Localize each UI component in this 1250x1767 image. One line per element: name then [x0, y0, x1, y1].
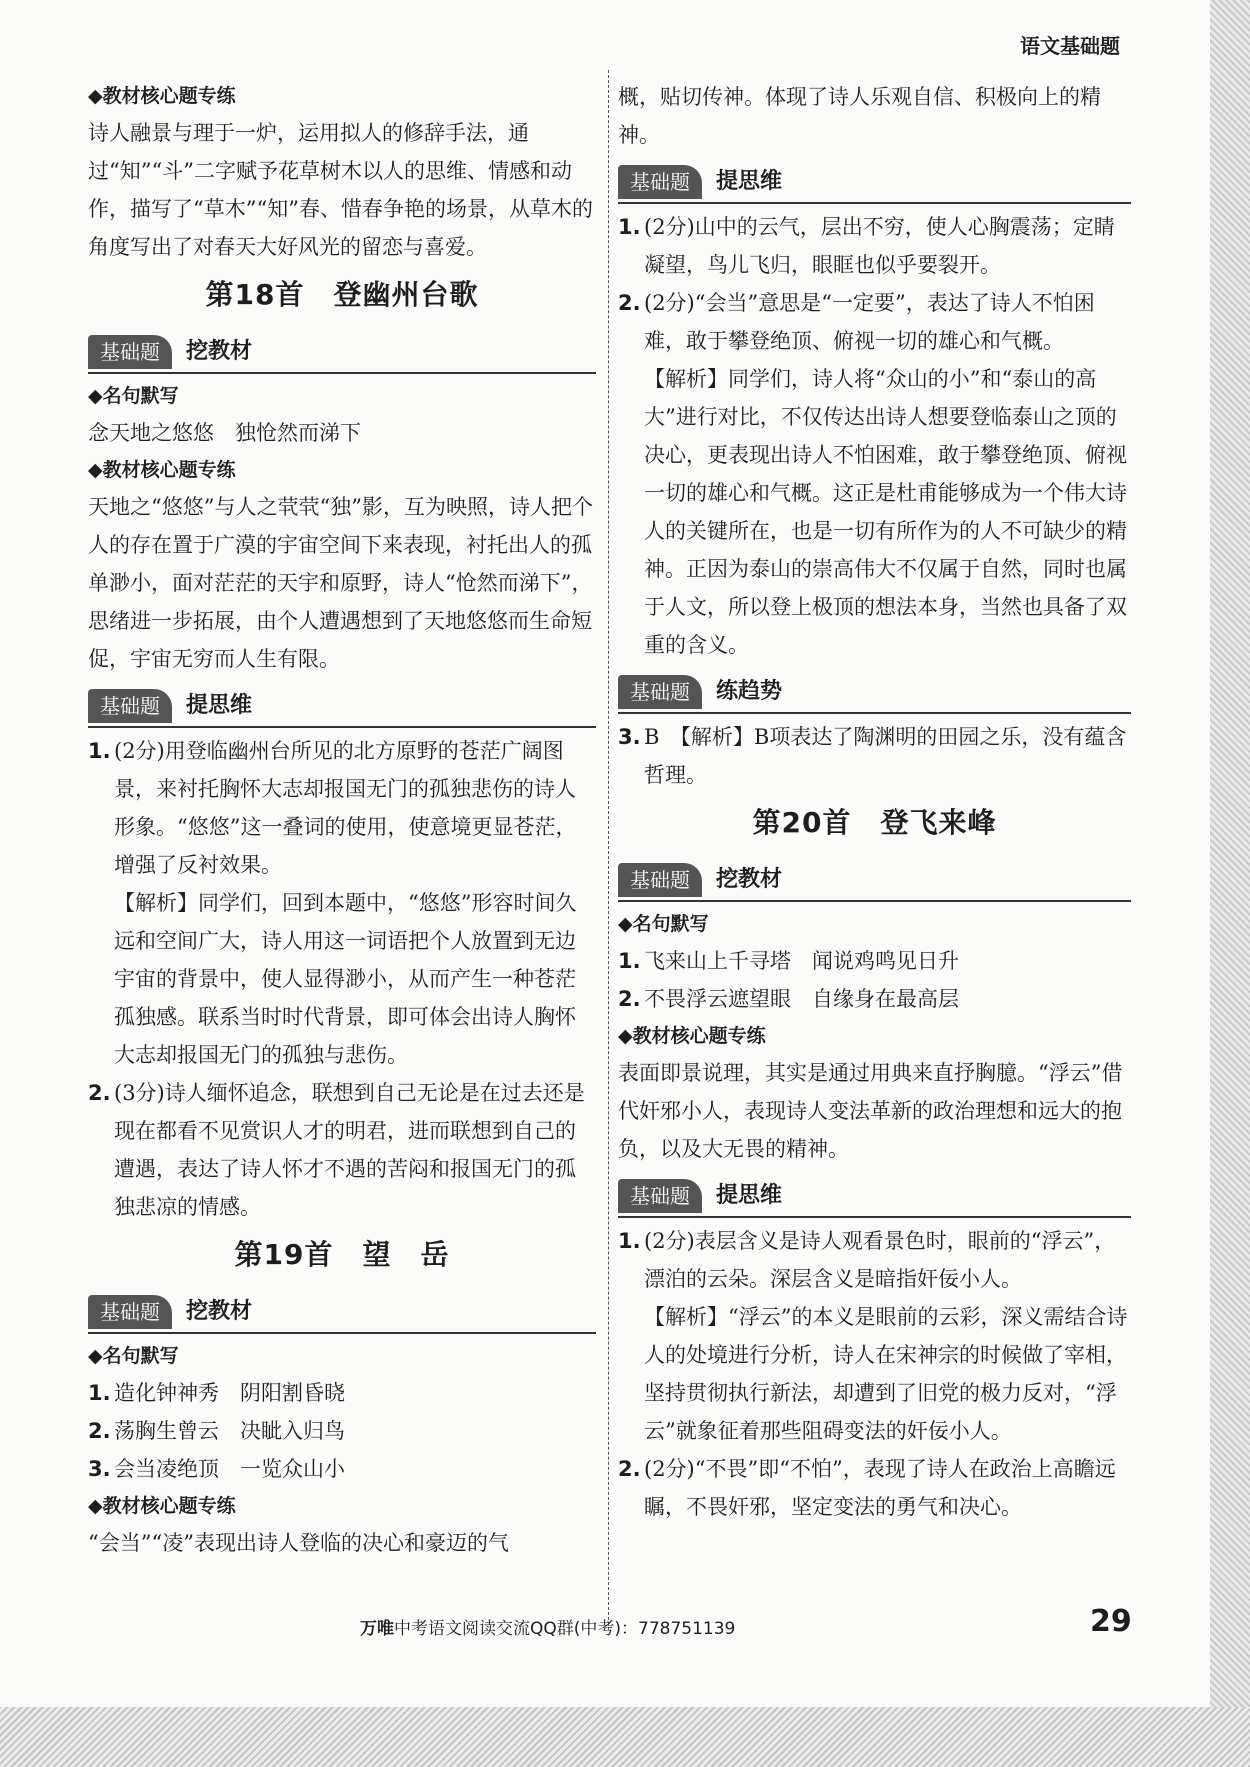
header-title: 语文基础题: [1020, 34, 1120, 58]
question-item: [88, 1074, 596, 1226]
question-number: 3.: [88, 1457, 111, 1481]
section-name: 挖教材: [186, 339, 253, 364]
question-item: [88, 1450, 596, 1488]
question-number: 1.: [618, 215, 641, 239]
question-item: [618, 1222, 1131, 1298]
section-name: 练趋势: [716, 679, 783, 704]
footer-qq-group: 中考语文阅读交流QQ群(中考)：778751139: [394, 1619, 736, 1639]
answer-text: 概，贴切传神。体现了诗人乐观自信、积极向上的精神。: [618, 85, 1101, 147]
answer-text: 会当凌绝顶 一览众山小: [114, 1457, 345, 1481]
answer-text: 天地之“悠悠”与人之茕茕“独”影，互为映照，诗人把个人的存在置于广漠的宇宙空间下来表现，衬托出人的孤单渺小，面对茫茫的天宇和原野，诗人“怆然而涕下”，思绪进一步拓展，由个人遭遇想到了天地悠悠而生命短促，宇宙无穷而人生有限。: [88, 495, 593, 671]
answer-text: 造化钟神秀 阴阳割昏晓: [114, 1381, 345, 1405]
answer-text: (3分)诗人缅怀追念，联想到自己无论是在过去还是现在都看不见赏识人才的明君，进而联想到自己的遭遇，表达了诗人怀才不遇的苦闷和报国无门的孤独悲凉的情感。: [114, 1081, 585, 1219]
section-tag: 基础题: [88, 335, 172, 369]
section-tag: 基础题: [618, 675, 702, 709]
subheading: ◆教材核心题专练: [88, 1495, 236, 1517]
publisher-logo: 万唯: [360, 1619, 394, 1639]
answer-text: (2分)表层含义是诗人观看景色时，眼前的“浮云”，漂泊的云朵。深层含义是暗指奸佞小人。: [644, 1229, 1116, 1291]
answer-text: 飞来山上千寻塔 闻说鸡鸣见日升: [644, 949, 959, 973]
question-number: 2.: [88, 1081, 111, 1105]
question-item: [88, 1374, 596, 1412]
section-name: 提思维: [186, 693, 253, 718]
question-number: 3.: [618, 725, 641, 749]
question-item: [88, 732, 596, 884]
answer-text: (2分)“会当”意思是“一定要”，表达了诗人不怕困难，敢于攀登绝顶、俯视一切的雄心和气概。: [644, 291, 1095, 353]
analysis-text: 【解析】“浮云”的本义是眼前的云彩，深义需结合诗人的处境进行分析，诗人在宋神宗的时候做了宰相，坚持贯彻执行新法，却遭到了旧党的极力反对，“浮云”就象征着那些阻碍变法的奸佞小人。: [644, 1305, 1128, 1443]
question-number: 1.: [88, 739, 111, 763]
section-header: [88, 332, 596, 374]
subheading: ◆教材核心题专练: [88, 85, 236, 107]
answer-text: (2分)山中的云气，层出不穷，使人心胸震荡；定睛凝望，鸟儿飞归，眼眶也似乎要裂开。: [644, 215, 1115, 277]
question-number: 2.: [618, 1457, 641, 1481]
section-name: 挖教材: [186, 1299, 253, 1324]
section-tag: 基础题: [88, 689, 172, 723]
footer: [360, 1614, 735, 1639]
section-name: 提思维: [716, 169, 783, 194]
section-header: [618, 1176, 1131, 1218]
question-item: [618, 718, 1131, 794]
question-number: 1.: [618, 949, 641, 973]
section-name: 提思维: [716, 1183, 783, 1208]
section-tag: 基础题: [618, 1179, 702, 1213]
answer-text: 诗人融景与理于一炉，运用拟人的修辞手法，通过“知”“斗”二字赋予花草树木以人的思维、情感和动作，描写了“草木”“知”春、惜春争艳的场景，从草木的角度写出了对春天大好风光的留恋与喜爱。: [88, 121, 593, 259]
page-edge-right: [1210, 0, 1250, 1767]
question-item: [618, 284, 1131, 360]
subheading: ◆名句默写: [88, 385, 179, 407]
question-number: 2.: [88, 1419, 111, 1443]
answer-text: 表面即景说理，其实是通过用典来直抒胸臆。“浮云”借代奸邪小人，表现诗人变法革新的政治理想和远大的抱负，以及大无畏的精神。: [618, 1061, 1123, 1161]
question-number: 1.: [88, 1381, 111, 1405]
page-number: 29: [1090, 1604, 1132, 1639]
section-tag: 基础题: [618, 165, 702, 199]
subheading: ◆教材核心题专练: [618, 1025, 766, 1047]
section-header: [618, 672, 1131, 714]
page-edge-bottom: [0, 1707, 1250, 1767]
question-item: [618, 942, 1131, 980]
subheading: ◆教材核心题专练: [88, 459, 236, 481]
answer-text: 荡胸生曾云 决眦入归鸟: [114, 1419, 345, 1443]
question-item: [88, 1412, 596, 1450]
subheading: ◆名句默写: [88, 1345, 179, 1367]
section-header: [618, 162, 1131, 204]
analysis-text: 【解析】同学们，回到本题中，“悠悠”形容时间久远和空间广大，诗人用这一词语把个人放置到无边宇宙的背景中，使人显得渺小，从而产生一种苍茫孤独感。联系当时时代背景，即可体会出诗人胸怀大志却报国无门的孤独与悲伤。: [114, 891, 577, 1067]
poem-title: 第19首 望 岳: [234, 1238, 450, 1271]
left-column: [88, 78, 596, 1562]
question-item: [618, 208, 1131, 284]
question-number: 2.: [618, 291, 641, 315]
answer-text: (2分)用登临幽州台所见的北方原野的苍茫广阔图景，来衬托胸怀大志却报国无门的孤独悲伤的诗人形象。“悠悠”这一叠词的使用，使意境更显苍茫，增强了反衬效果。: [114, 739, 577, 877]
question-item: [618, 1450, 1131, 1526]
section-header: [88, 686, 596, 728]
section-header: [618, 860, 1131, 902]
answer-text: “会当”“凌”表现出诗人登临的决心和豪迈的气: [88, 1531, 509, 1555]
answer-text: (2分)“不畏”即“不怕”，表现了诗人在政治上高瞻远瞩，不畏奸邪，坚定变法的勇气和决心。: [644, 1457, 1116, 1519]
answer-text: 不畏浮云遮望眼 自缘身在最高层: [644, 987, 959, 1011]
section-tag: 基础题: [618, 863, 702, 897]
question-number: 1.: [618, 1229, 641, 1253]
answer-text: B 【解析】B项表达了陶渊明的田园之乐，没有蕴含哲理。: [644, 725, 1127, 787]
poem-title: 第18首 登幽州台歌: [205, 278, 479, 311]
poem-title: 第20首 登飞来峰: [752, 806, 997, 839]
section-name: 挖教材: [716, 867, 783, 892]
section-tag: 基础题: [88, 1295, 172, 1329]
right-column: [618, 78, 1131, 1526]
analysis-text: 【解析】同学们，诗人将“众山的小”和“泰山的高大”进行对比，不仅传达出诗人想要登临泰山之顶的决心，更表现出诗人不怕困难，敢于攀登绝顶、俯视一切的雄心和气概。这正是杜甫能够成为一个伟大诗人的关键所在，也是一切有所作为的人不可缺少的精神。正因为泰山的崇高伟大不仅属于自然，同时也属于人文，所以登上极顶的想法本身，当然也具备了双重的含义。: [644, 367, 1127, 657]
subheading: ◆名句默写: [618, 913, 709, 935]
section-header: [88, 1292, 596, 1334]
column-divider: [608, 70, 609, 1630]
question-number: 2.: [618, 987, 641, 1011]
answer-text: 念天地之悠悠 独怆然而涕下: [88, 421, 361, 445]
question-item: [618, 980, 1131, 1018]
